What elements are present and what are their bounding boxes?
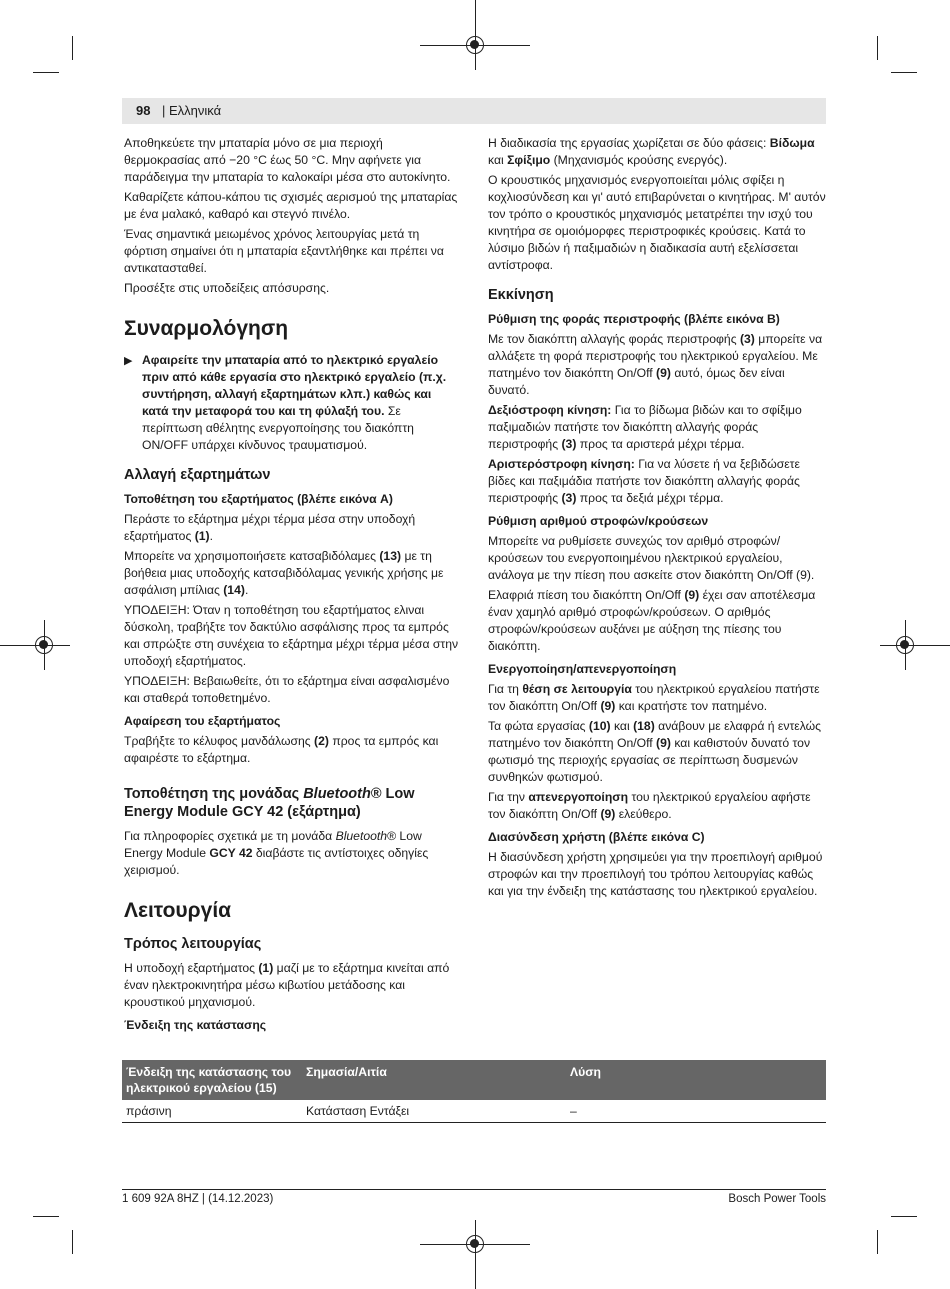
- paragraph: Ο κρουστικός μηχανισμός ενεργοποιείται μόλις σφίξει η κοχλιοσύνδεση και γι' αυτό επιβαρύνεται ο κινητήρας. Μ' αυτόν τον τρόπο ο κρουστικός μηχανισμός μετατρέπει την ισχύ του κινητήρα σε ομοιόμορφες περιστροφικές κρούσεις. Κατά το λύσιμο βιδών ή παξιμαδιών η διαδικασία αυτή εξελίσσεται αντίστροφα.: [488, 173, 826, 272]
- paragraph: Μπορείτε να χρησιμοποιήσετε κατσαβιδόλαμες (13) με τη βοήθεια μιας υποδοχής κατσαβιδόλαμας γενικής χρήσης με ασφάλιση μπίλιας (14).: [124, 549, 444, 597]
- paragraph: Ένας σημαντικά μειωμένος χρόνος λειτουργίας μετά τη φόρτιση σημαίνει ότι η μπαταρία εξαντλήθηκε και πρέπει να αντικατασταθεί.: [124, 227, 444, 275]
- page-number: 98: [136, 103, 151, 118]
- heading-insert: Τοποθέτηση του εξαρτήματος (βλέπε εικόνα A): [124, 492, 393, 506]
- paragraph: Αριστερόστροφη κίνηση: Για να λύσετε ή να ξεβιδώσετε βίδες και παξιμάδια πατήστε τον διακόπτη αλλαγής φοράς περιστροφής (3) προς τα δεξιά μέχρι τέρμα.: [488, 457, 800, 505]
- heading-mode: Τρόπος λειτουργίας: [124, 936, 262, 952]
- brand-text: Bosch Power Tools: [728, 1193, 826, 1205]
- paragraph: Για την απενεργοποίηση του ηλεκτρικού εργαλείου αφήστε τον διακόπτη On/Off (9) ελεύθερο.: [488, 790, 811, 821]
- paragraph: ΥΠΟΔΕΙΞΗ: Βεβαιωθείτε, ότι το εξάρτημα είναι ασφαλισμένο και σταθερά τοποθετημένο.: [124, 674, 450, 705]
- registration-mark: [35, 636, 53, 654]
- heading-start: Εκκίνηση: [488, 287, 554, 303]
- paragraph: Προσέξτε στις υποδείξεις απόσυρσης.: [124, 281, 330, 295]
- doc-number: 1 609 92A 8HZ | (14.12.2023): [122, 1193, 274, 1205]
- paragraph: ΥΠΟΔΕΙΞΗ: Όταν η τοποθέτηση του εξαρτήματος ελιναι δύσκολη, τραβήξτε τον δακτύλιο ασφάλισης προς τα εμπρός και σπρώξτε στη συνέχεια το εξάρτημα μέχρι τέρμα μέσα στην υποδοχή εξαρτήματος.: [124, 603, 459, 668]
- heading-speed: Ρύθμιση αριθμού στροφών/κρούσεων: [488, 514, 709, 528]
- heading-direction: Ρύθμιση της φοράς περιστροφής (βλέπε εικόνα B): [488, 312, 780, 326]
- registration-mark: [466, 36, 484, 54]
- heading-onoff: Ενεργοποίηση/απενεργοποίηση: [488, 662, 677, 676]
- heading-remove: Αφαίρεση του εξαρτήματος: [124, 714, 281, 728]
- right-column: [488, 135, 826, 903]
- warning: [124, 352, 460, 454]
- status-table: [122, 1060, 826, 1123]
- crop-mark: [33, 72, 59, 73]
- paragraph: Περάστε το εξάρτημα μέχρι τέρμα μέσα στην υποδοχή εξαρτήματος (1).: [124, 512, 416, 543]
- paragraph: Για πληροφορίες σχετικά με τη μονάδα Bluetooth® Low Energy Module GCY 42 διαβάστε τις αντίστοιχες οδηγίες χειρισμού.: [124, 829, 429, 877]
- crop-mark: [877, 36, 878, 60]
- paragraph: Με τον διακόπτη αλλαγής φοράς περιστροφής (3) μπορείτε να αλλάξετε τη φορά περιστροφής του ηλεκτρικού εργαλείου. Με πατημένο τον διακόπτη On/Off (9) αυτό, όμως δεν είναι δυνατό.: [488, 332, 823, 397]
- page-header: [122, 98, 826, 124]
- registration-line: [880, 645, 950, 646]
- crop-mark: [72, 36, 73, 60]
- paragraph: Για τη θέση σε λειτουργία του ηλεκτρικού εργαλείου πατήστε τον διακόπτη On/Off (9) και κρατήστε τον πατημένο.: [488, 682, 820, 713]
- crop-mark: [891, 1216, 917, 1217]
- table-header: Σημασία/Αιτία: [302, 1060, 566, 1100]
- paragraph: Η διαδικασία της εργασίας χωρίζεται σε δύο φάσεις: Βίδωμα και Σφίξιμο (Μηχανισμός κρούσης ενεργός).: [488, 136, 815, 167]
- heading-assembly: Συναρμολόγηση: [124, 317, 289, 340]
- page-footer: [122, 1189, 826, 1205]
- crop-mark: [891, 72, 917, 73]
- left-column: [124, 135, 460, 1037]
- registration-line: [475, 0, 476, 70]
- registration-mark: [466, 1235, 484, 1253]
- table-header: Ένδειξη της κατάστασης του ηλεκτρικού εργαλείου (15): [122, 1060, 302, 1100]
- table-row: [122, 1100, 826, 1123]
- heading-change-tool: Αλλαγή εξαρτημάτων: [124, 467, 271, 483]
- paragraph: Καθαρίζετε κάπου-κάπου τις σχισμές αερισμού της μπαταρίας με ένα μαλακό, καθαρό και στεγνό πινέλο.: [124, 190, 458, 221]
- paragraph: Τραβήξτε το κέλυφος μανδάλωσης (2) προς τα εμπρός και αφαιρέστε το εξάρτημα.: [124, 734, 439, 765]
- heading-operation: Λειτουργία: [124, 899, 232, 922]
- language-label: | Ελληνικά: [162, 103, 222, 118]
- crop-mark: [72, 1230, 73, 1254]
- table-cell: Κατάσταση Εντάξει: [302, 1100, 566, 1123]
- paragraph: Μπορείτε να ρυθμίσετε συνεχώς τον αριθμό στροφών/κρούσεων του ενεργοποιημένου ηλεκτρικού εργαλείου, ανάλογα με την πίεση που ασκείτε στον διακόπτη On/Off (9).: [488, 534, 815, 582]
- paragraph: Ελαφριά πίεση του διακόπτη On/Off (9) έχει σαν αποτέλεσμα έναν χαμηλό αριθμό στροφών/κρούσεων. Ο αριθμός στροφών/κρούσεων αυξάνει με αύξηση της πίεσης του διακόπτη.: [488, 588, 816, 653]
- table-header: Λύση: [566, 1060, 826, 1100]
- paragraph: Δεξιόστροφη κίνηση: Για το βίδωμα βιδών και το σφίξιμο παξιμαδιών πατήστε τον διακόπτη αλλαγής φοράς περιστροφής (3) προς τα αριστερά μέχρι τέρμα.: [488, 403, 802, 451]
- crop-mark: [33, 1216, 59, 1217]
- registration-mark: [896, 636, 914, 654]
- table-cell: –: [566, 1100, 826, 1123]
- heading-user-interface: Διασύνδεση χρήστη (βλέπε εικόνα C): [488, 830, 705, 844]
- table-cell: πράσινη: [122, 1100, 302, 1123]
- paragraph: Αποθηκεύετε την μπαταρία μόνο σε μια περιοχή θερμοκρασίας από −20 °C έως 50 °C. Μην αφήνετε για παράδειγμα την μπαταρία το καλοκαίρι μέσα στο αυτοκίνητο.: [124, 136, 451, 184]
- heading-status: Ένδειξη της κατάστασης: [124, 1018, 267, 1032]
- registration-line: [475, 1220, 476, 1289]
- arrow-icon: ▶: [124, 355, 133, 367]
- heading-bluetooth: Τοποθέτηση της μονάδας Bluetooth® Low Energy Module GCY 42 (εξάρτημα): [124, 786, 415, 820]
- paragraph: Η διασύνδεση χρήστη χρησιμεύει για την προεπιλογή αριθμού στροφών και την προεπιλογή του τρόπου λειτουργίας καθώς και για την ένδειξη της κατάστασης του ηλεκτρικού εργαλείου.: [488, 850, 823, 898]
- crop-mark: [877, 1230, 878, 1254]
- paragraph: Τα φώτα εργασίας (10) και (18) ανάβουν με ελαφρά ή εντελώς πατημένο τον διακόπτη On/Off (9) και καθιστούν δυνατό τον φωτισμό της περιοχής εργασίας σε περίπτωση δυσμενών συνθηκών φωτισμού.: [488, 719, 822, 784]
- warning-text: Αφαιρείτε την μπαταρία από το ηλεκτρικό εργαλείο πριν από κάθε εργασία στο ηλεκτρικό εργαλείο (π.χ. συντήρηση, αλλαγή εξαρτημάτων κλπ.) καθώς και κατά την μεταφορά του και τη φύλαξή του. Σε περίπτωση αθέλητης ενεργοποίησης του διακόπτη ON/OFF υπάρχει κίνδυνος τραυματισμού.: [142, 353, 447, 452]
- paragraph: Η υποδοχή εξαρτήματος (1) μαζί με το εξάρτημα κινείται από έναν ηλεκτροκινητήρα μέσω κιβωτίου μετάδοσης και κρουστικού μηχανισμού.: [124, 961, 450, 1009]
